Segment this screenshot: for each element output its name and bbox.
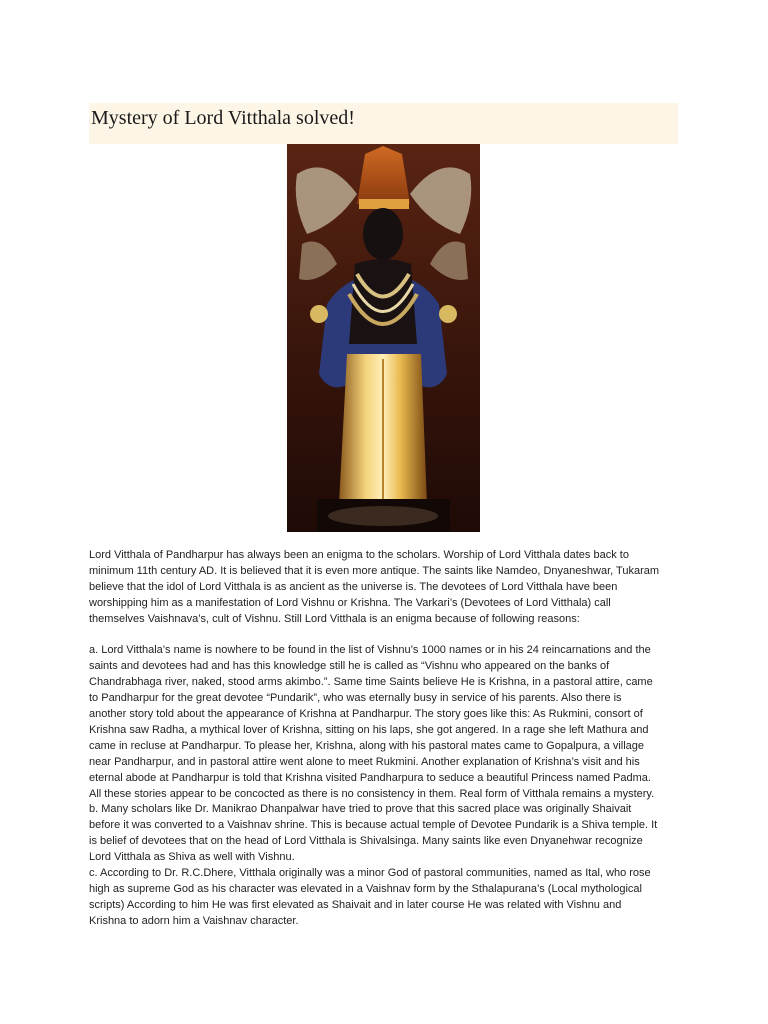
paragraph-line: themselves Vaishnava’s, cult of Vishnu. Still Lord Vitthala is an enigma because of following reasons: bbox=[89, 612, 580, 625]
title-bar bbox=[89, 103, 678, 144]
paragraph-line: high as supreme God as his character was elevated in a Vaishnav form by the Sthalapurana’s (Local mythological bbox=[89, 883, 642, 896]
paragraph-line: scripts) According to him He was first elevated as Shaivait and in later course He was related with Vishnu and bbox=[89, 898, 622, 911]
paragraph-line: near Pandharpur, and in pastoral attire went alone to meet Rukmini. Another explanation of Krishna’s visit and his bbox=[89, 755, 640, 768]
paragraph-line: Krishna to adorn him a Vaishnav character. bbox=[89, 914, 299, 927]
paragraph-line: c. According to Dr. R.C.Dhere, Vitthala originally was a minor God of pastoral communities, named as Ital, who rose bbox=[89, 867, 651, 880]
paragraph-line: to Pandharpur for the great devotee “Pundarik”, who was eternally busy in service of his parents. Also there is bbox=[89, 692, 622, 705]
paragraph-line: Lord Vitthala of Pandharpur has always been an enigma to the scholars. Worship of Lord Vitthala dates back to bbox=[89, 549, 629, 561]
paragraph-line: believe that the idol of Lord Vitthala is as ancient as the universe is. The devotees of Lord Vitthala have been bbox=[89, 580, 618, 593]
paragraph-line: another story told about the appearance of Krishna at Pandharpur. The story goes like this: As Rukmini, consort of bbox=[89, 708, 643, 721]
paragraph-line: Krishna saw Radha, a mythical lover of Krishna, sitting on his laps, she got angered. In a rage she left Mathura and bbox=[89, 723, 649, 736]
paragraph-line: a. Lord Vitthala’s name is nowhere to be found in the list of Vishnu’s 1000 names or in his 24 reincarnations and the bbox=[89, 644, 651, 657]
paragraph-line: eternal abode at Pandharpur is told that Krishna visited Pandharpura to seduce a beautiful Princess named Padma. bbox=[89, 771, 651, 784]
paragraph-line: All these stories appear to be concocted as there is no consistency in them. Real form of Vitthala remains a mystery. bbox=[89, 787, 655, 800]
paragraph-line: is belief of devotees that on the head of Lord Vitthala is Shivalsinga. Many saints like even Dnyanehwar recognize bbox=[89, 835, 643, 848]
paragraph-line: worshipping him as a manifestation of Lord Vishnu or Krishna. The Varkari’s (Devotees of Lord Vitthala) call bbox=[89, 596, 611, 609]
paragraph-spacer bbox=[89, 628, 681, 644]
page-title: Mystery of Lord Vitthala solved! bbox=[91, 107, 355, 129]
paragraph-line: Chandrabhaga river, naked, stood arms akimbo.”. Same time Saints believe He is Krishna, in a pastoral attire, came bbox=[89, 676, 653, 689]
paragraph-line: before it was converted to a Vaishnav shrine. This is because actual temple of Devotee Pundarik is a Shiva temple. It bbox=[89, 819, 658, 832]
article-body bbox=[89, 548, 681, 930]
vitthala-idol-photo bbox=[287, 144, 480, 532]
paragraph-line: came in recluse at Pandharpur. To please her, Krishna, along with his pastoral mates came to Gopalpura, a village bbox=[89, 739, 645, 752]
paragraph-line: minimum 11th century AD. It is believed that it is even more antique. The saints like Namdeo, Dnyaneshwar, Tukaram bbox=[89, 564, 660, 577]
paragraph-line: saints and devotees had and has this knowledge still he is called as “Vishnu who appeared on the banks of bbox=[89, 660, 610, 673]
paragraph-line: b. Many scholars like Dr. Manikrao Dhanpalwar have tried to prove that this sacred place was originally Shaivait bbox=[89, 803, 632, 816]
paragraph-line: Lord Vitthala as Shiva as well with Vishnu. bbox=[89, 851, 295, 864]
